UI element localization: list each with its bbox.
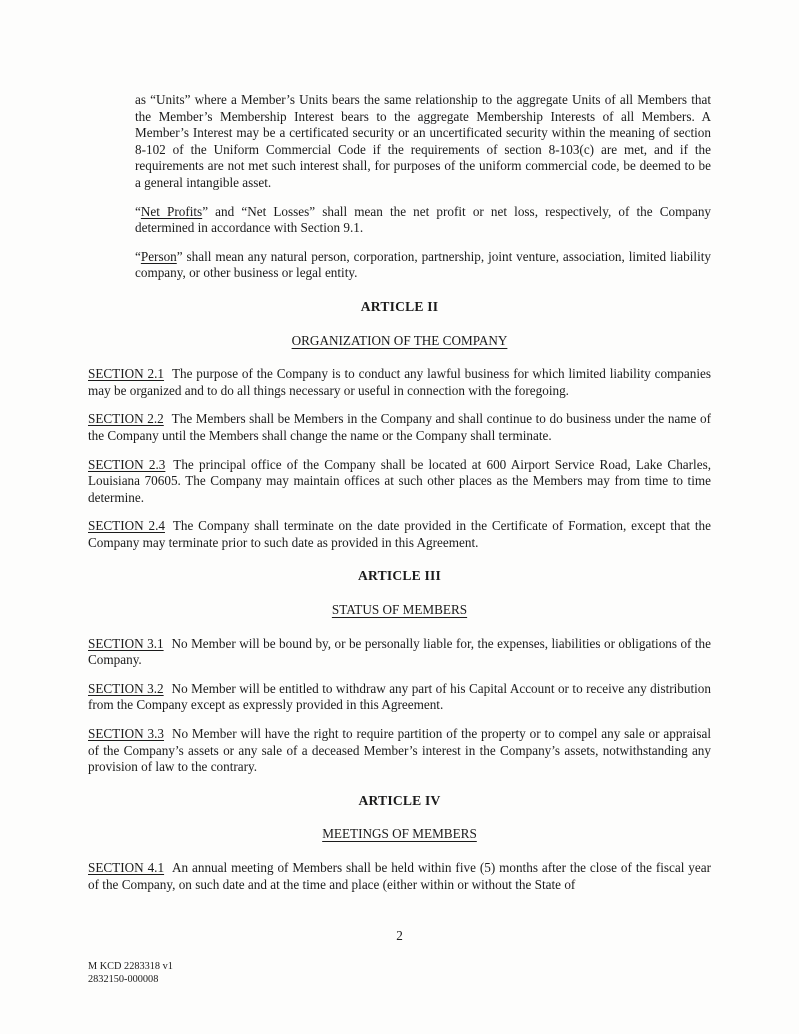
section-label: SECTION 2.2	[88, 411, 164, 427]
article-heading: ARTICLE III	[358, 568, 441, 584]
section-label: SECTION 4.1	[88, 860, 165, 875]
section-text: No Member will be entitled to withdraw any part of his Capital Account or to receive any distribution from the Company except as expressly provided in this Agreement.	[88, 680, 711, 713]
section-label: SECTION 2.1	[88, 366, 165, 382]
section-text: The purpose of the Company is to conduct any lawful business for which limited liability companies may be organized and to do all things necessary or useful in connection with the foregoing.	[88, 366, 711, 398]
section-text: An annual meeting of Members shall be held within five (5) months after the close of the fiscal year of the Company, on such date and at the time and place (either within or without the State of	[88, 860, 711, 892]
article-subheading: ORGANIZATION OF THE COMPANY	[291, 332, 508, 348]
article-subheading: STATUS OF MEMBERS	[331, 602, 468, 618]
body-paragraph	[135, 249, 711, 282]
article-subheading: MEETINGS OF MEMBERS	[322, 826, 477, 842]
section-label: SECTION 2.4	[88, 518, 165, 534]
section-label: SECTION 3.1	[88, 635, 164, 651]
document-footer	[88, 960, 173, 986]
section-label: SECTION 2.3	[88, 456, 166, 472]
article-heading: ARTICLE II	[360, 298, 439, 314]
section-text: No Member will have the right to require partition of the property or to compel any sale or appraisal of the Company’s assets or any sale of a deceased Member’s interest in the Company’s assets, notwithstanding any provision of law to the contrary.	[88, 726, 711, 775]
paragraph-text: “	[135, 203, 141, 219]
footer-matter-number: 2832150-000008	[88, 974, 159, 985]
paragraph-text: ” and “Net Losses” shall mean the net profit or net loss, respectively, of the Company determined in accordance with Section 9.1.	[135, 203, 712, 236]
section-label: SECTION 3.3	[88, 726, 165, 742]
section-paragraph	[88, 411, 711, 444]
defined-term: Person	[140, 248, 177, 264]
section-text: The principal office of the Company shall be located at 600 Airport Service Road, Lake Charles, Louisiana 70605. The Company may maintain offices at such other places as the Members may from time to time determine.	[88, 456, 711, 505]
section-paragraph	[88, 457, 711, 507]
section-text: The Members shall be Members in the Company and shall continue to do business under the name of the Company until the Members shall change the name or the Company shall terminate.	[88, 411, 711, 443]
section-paragraph	[88, 860, 711, 893]
section-paragraph	[88, 518, 711, 551]
page-number: 2	[396, 928, 403, 943]
article-heading: ARTICLE IV	[358, 792, 441, 808]
paragraph-text: as “Units” where a Member’s Units bears the same relationship to the aggregate Units of all Members that the Member’s Membership Interest bears to the aggregate Membership Interests of all Members. A Member’s Interest may be a certificated security or an uncertificated security within the meaning of section 8-102 of the Uniform Commercial Code if the requirements of section 8-103(c) are met, and if the requirements are not met such interest shall, for purposes of the uniform commercial code, be deemed to be a general intangible asset.	[135, 92, 711, 190]
section-paragraph	[88, 636, 711, 669]
body-paragraph	[135, 204, 711, 237]
section-text: No Member will be bound by, or be personally liable for, the expenses, liabilities or obligations of the Company.	[88, 635, 711, 668]
defined-term: Net Profits	[140, 203, 203, 219]
section-text: The Company shall terminate on the date provided in the Certificate of Formation, except that the Company may terminate prior to such date as provided in this Agreement.	[88, 518, 711, 550]
paragraph-text: “	[135, 248, 141, 264]
body-paragraph	[135, 92, 711, 192]
section-label: SECTION 3.2	[88, 680, 164, 696]
paragraph-text: ” shall mean any natural person, corporation, partnership, joint venture, association, limited liability company, or other business or legal entity.	[135, 248, 711, 281]
section-paragraph	[88, 726, 711, 776]
footer-docket-line: M KCD 2283318 v1	[88, 961, 173, 972]
section-paragraph	[88, 681, 711, 714]
section-paragraph	[88, 366, 711, 399]
document-body	[88, 92, 711, 905]
